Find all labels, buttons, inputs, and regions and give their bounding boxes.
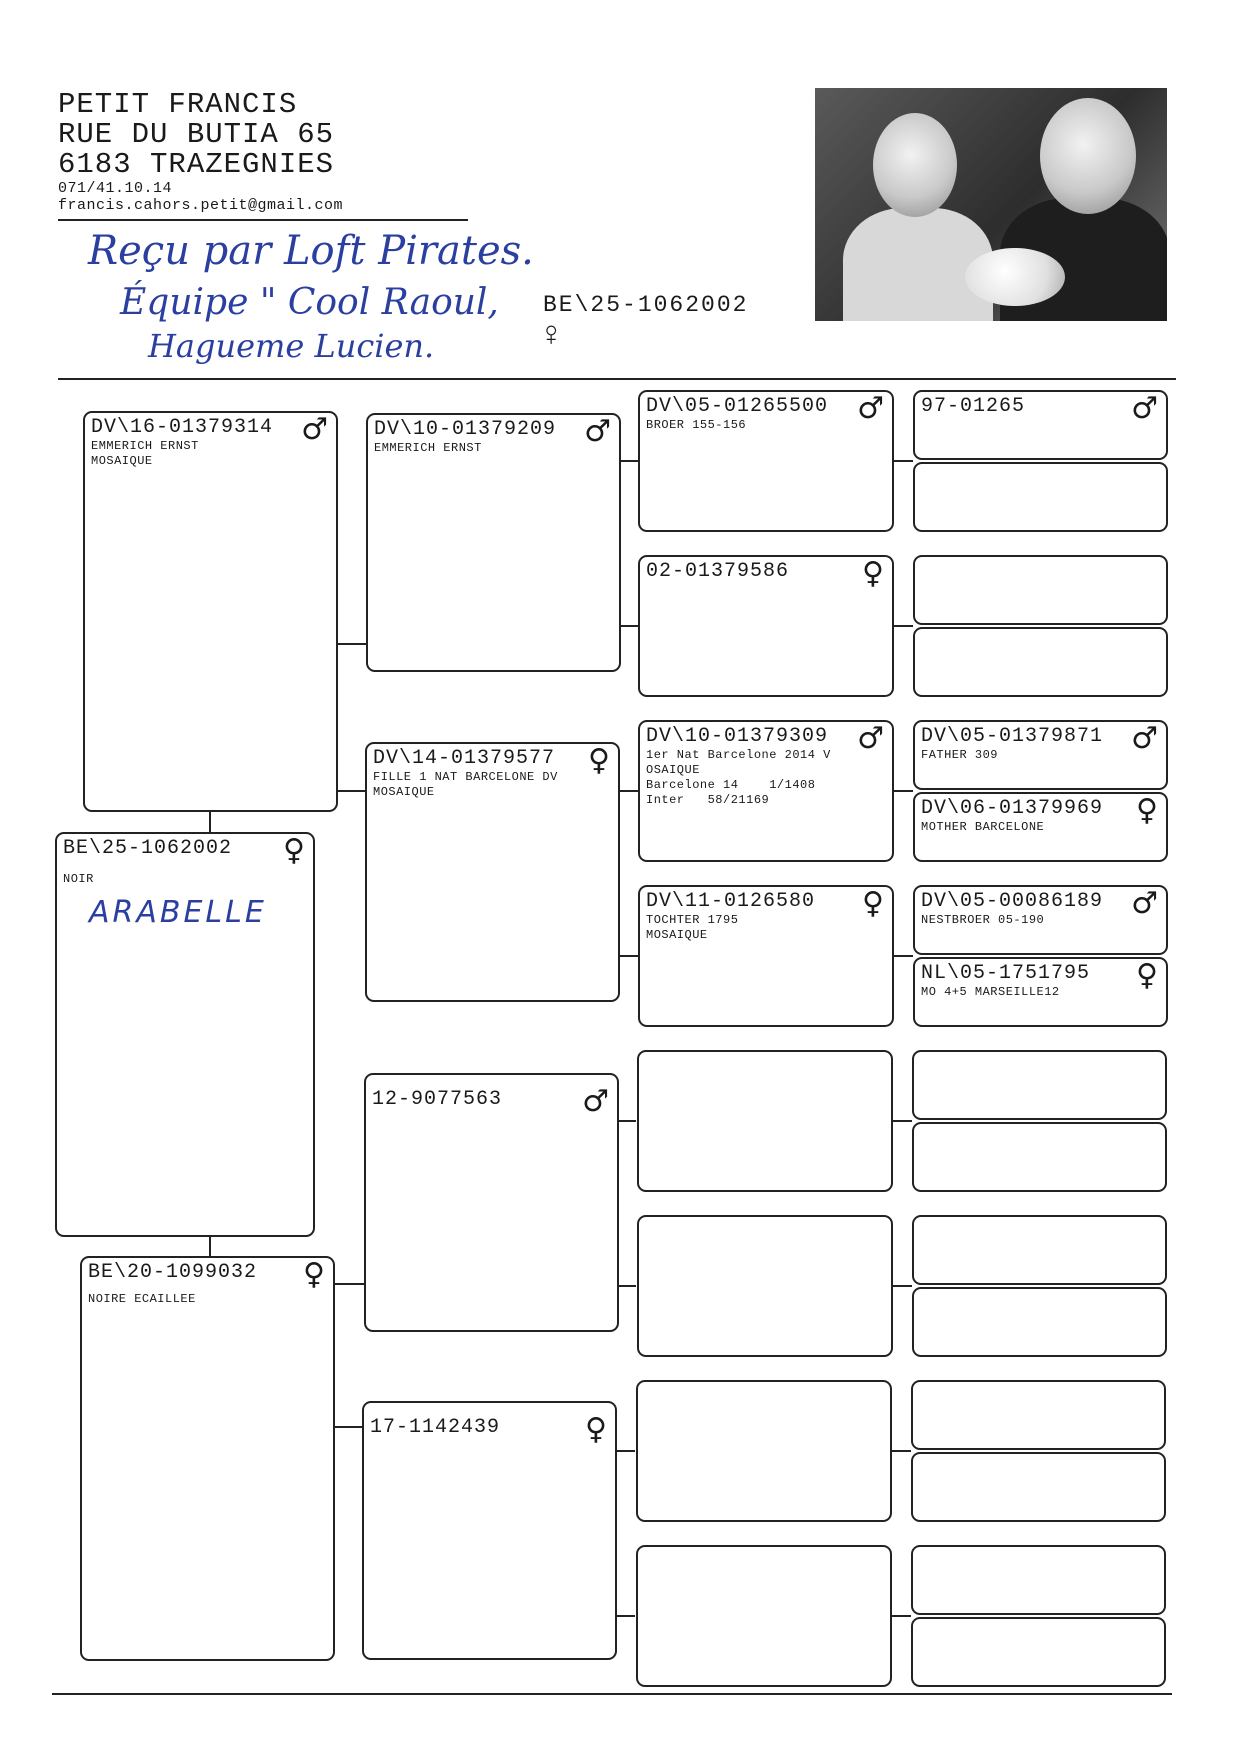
- handwritten-note-line1: Reçu par Loft Pirates.: [88, 228, 534, 274]
- female-symbol: ♀: [588, 743, 610, 778]
- male-symbol: ♂: [301, 412, 328, 447]
- pedigree-box-dsd: [637, 1215, 893, 1357]
- pigeon-info: NOIRE ECAILLEE: [88, 1292, 196, 1306]
- pedigree-box-ssd: [638, 555, 894, 697]
- female-symbol: ♀: [1136, 793, 1158, 828]
- ring-number: BE\25-1062002: [63, 837, 233, 860]
- pedigree-box-sss: [638, 390, 894, 532]
- ring-number: DV\05-01265500: [646, 395, 829, 418]
- male-symbol: ♂: [1131, 886, 1158, 921]
- pedigree-box-dam: [80, 1256, 335, 1661]
- pigeon-info: 1er Nat Barcelone 2014 V OSAIQUE Barcelone 14 1/1408 Inter 58/21169: [646, 748, 831, 807]
- pedigree-box-ssds: [913, 555, 1168, 625]
- pedigree-box-sddd: [913, 957, 1168, 1027]
- pigeon-info: NOIR: [63, 872, 94, 886]
- pigeon-info: NESTBROER 05-190: [921, 913, 1045, 927]
- ring-number: NL\05-1751795: [921, 962, 1091, 985]
- pedigree-box-dssd: [912, 1122, 1167, 1192]
- subject-female-symbol: ♀: [541, 318, 562, 356]
- ring-number: DV\14-01379577: [373, 747, 556, 770]
- pigeon-info: FATHER 309: [921, 748, 999, 762]
- pigeon-photo-bird: [965, 248, 1065, 306]
- ring-number: DV\05-00086189: [921, 890, 1104, 913]
- male-symbol: ♂: [584, 414, 611, 449]
- handwritten-note-line3: Hagueme Lucien.: [148, 327, 435, 365]
- pedigree-box-sdss: [913, 720, 1168, 790]
- female-symbol: ♀: [1136, 958, 1158, 993]
- pedigree-box-ddd: [636, 1545, 892, 1687]
- ring-number: BE\20-1099032: [88, 1261, 258, 1284]
- ring-number: DV\16-01379314: [91, 416, 274, 439]
- pedigree-box-sdds: [913, 885, 1168, 955]
- male-symbol: ♂: [857, 721, 884, 756]
- ring-number: DV\11-0126580: [646, 890, 816, 913]
- male-symbol: ♂: [1131, 721, 1158, 756]
- pedigree-box-dam-sire: [364, 1073, 619, 1332]
- pedigree-box-dsdd: [912, 1287, 1167, 1357]
- owner-phone: 071/41.10.14: [58, 180, 173, 197]
- pigeon-info: EMMERICH ERNST MOSAIQUE: [91, 439, 199, 468]
- female-symbol: ♀: [303, 1257, 325, 1292]
- ring-number: 97-01265: [921, 395, 1026, 418]
- pigeon-info: FILLE 1 NAT BARCELONE DV MOSAIQUE: [373, 770, 558, 799]
- ring-number: DV\10-01379209: [374, 418, 557, 441]
- owner-city: 6183 TRAZEGNIES: [58, 148, 335, 181]
- pedigree-box-ssdd: [913, 627, 1168, 697]
- header-divider: [58, 378, 1176, 380]
- pigeon-info: EMMERICH ERNST: [374, 441, 482, 455]
- pedigree-box-subject: [55, 832, 315, 1237]
- ring-number: DV\05-01379871: [921, 725, 1104, 748]
- pedigree-box-ddss: [911, 1380, 1166, 1450]
- pedigree-box-dsds: [912, 1215, 1167, 1285]
- female-symbol: ♀: [862, 886, 884, 921]
- owner-name: PETIT FRANCIS: [58, 88, 298, 121]
- pedigree-box-dds: [636, 1380, 892, 1522]
- handwritten-note-line2: Équipe " Cool Raoul,: [120, 282, 499, 323]
- female-symbol: ♀: [585, 1412, 607, 1447]
- pedigree-box-dddd: [911, 1617, 1166, 1687]
- pigeon-info: BROER 155-156: [646, 418, 747, 432]
- owner-block: [58, 90, 343, 214]
- pedigree-box-sire-dam: [365, 742, 620, 1002]
- pigeon-info: MO 4+5 MARSEILLE12: [921, 985, 1060, 999]
- ring-number: DV\06-01379969: [921, 797, 1104, 820]
- subject-ring: BE\25-1062002: [543, 292, 749, 318]
- pedigree-box-dss: [637, 1050, 893, 1192]
- owner-divider: [58, 219, 468, 221]
- female-symbol: ♀: [862, 556, 884, 591]
- owner-email: francis.cahors.petit@gmail.com: [58, 197, 344, 214]
- pedigree-box-sire-sire: [366, 413, 621, 672]
- pedigree-box-ssss: [913, 390, 1168, 460]
- owner-street: RUE DU BUTIA 65: [58, 118, 335, 151]
- female-symbol: ♀: [283, 833, 305, 868]
- ring-number: 12-9077563: [372, 1088, 503, 1111]
- pedigree-box-sdsd: [913, 792, 1168, 862]
- pedigree-box-ddsd: [911, 1452, 1166, 1522]
- pedigree-box-dsss: [912, 1050, 1167, 1120]
- pedigree-box-sds: [638, 720, 894, 862]
- pigeon-name-handwritten: ARABELLE: [89, 895, 267, 930]
- male-symbol: ♂: [857, 391, 884, 426]
- pigeon-info: TOCHTER 1795 MOSAIQUE: [646, 913, 739, 942]
- ring-number: 02-01379586: [646, 560, 790, 583]
- pigeon-info: MOTHER BARCELONE: [921, 820, 1045, 834]
- ring-number: 17-1142439: [370, 1416, 501, 1439]
- male-symbol: ♂: [582, 1084, 609, 1119]
- footer-divider: [52, 1693, 1172, 1695]
- male-symbol: ♂: [1131, 391, 1158, 426]
- pedigree-box-sire: [83, 411, 338, 812]
- owners-photo: [815, 88, 1167, 321]
- pedigree-box-dam-dam: [362, 1401, 617, 1660]
- pedigree-box-sssd: [913, 462, 1168, 532]
- pedigree-box-ddds: [911, 1545, 1166, 1615]
- ring-number: DV\10-01379309: [646, 725, 829, 748]
- pedigree-box-sdd: [638, 885, 894, 1027]
